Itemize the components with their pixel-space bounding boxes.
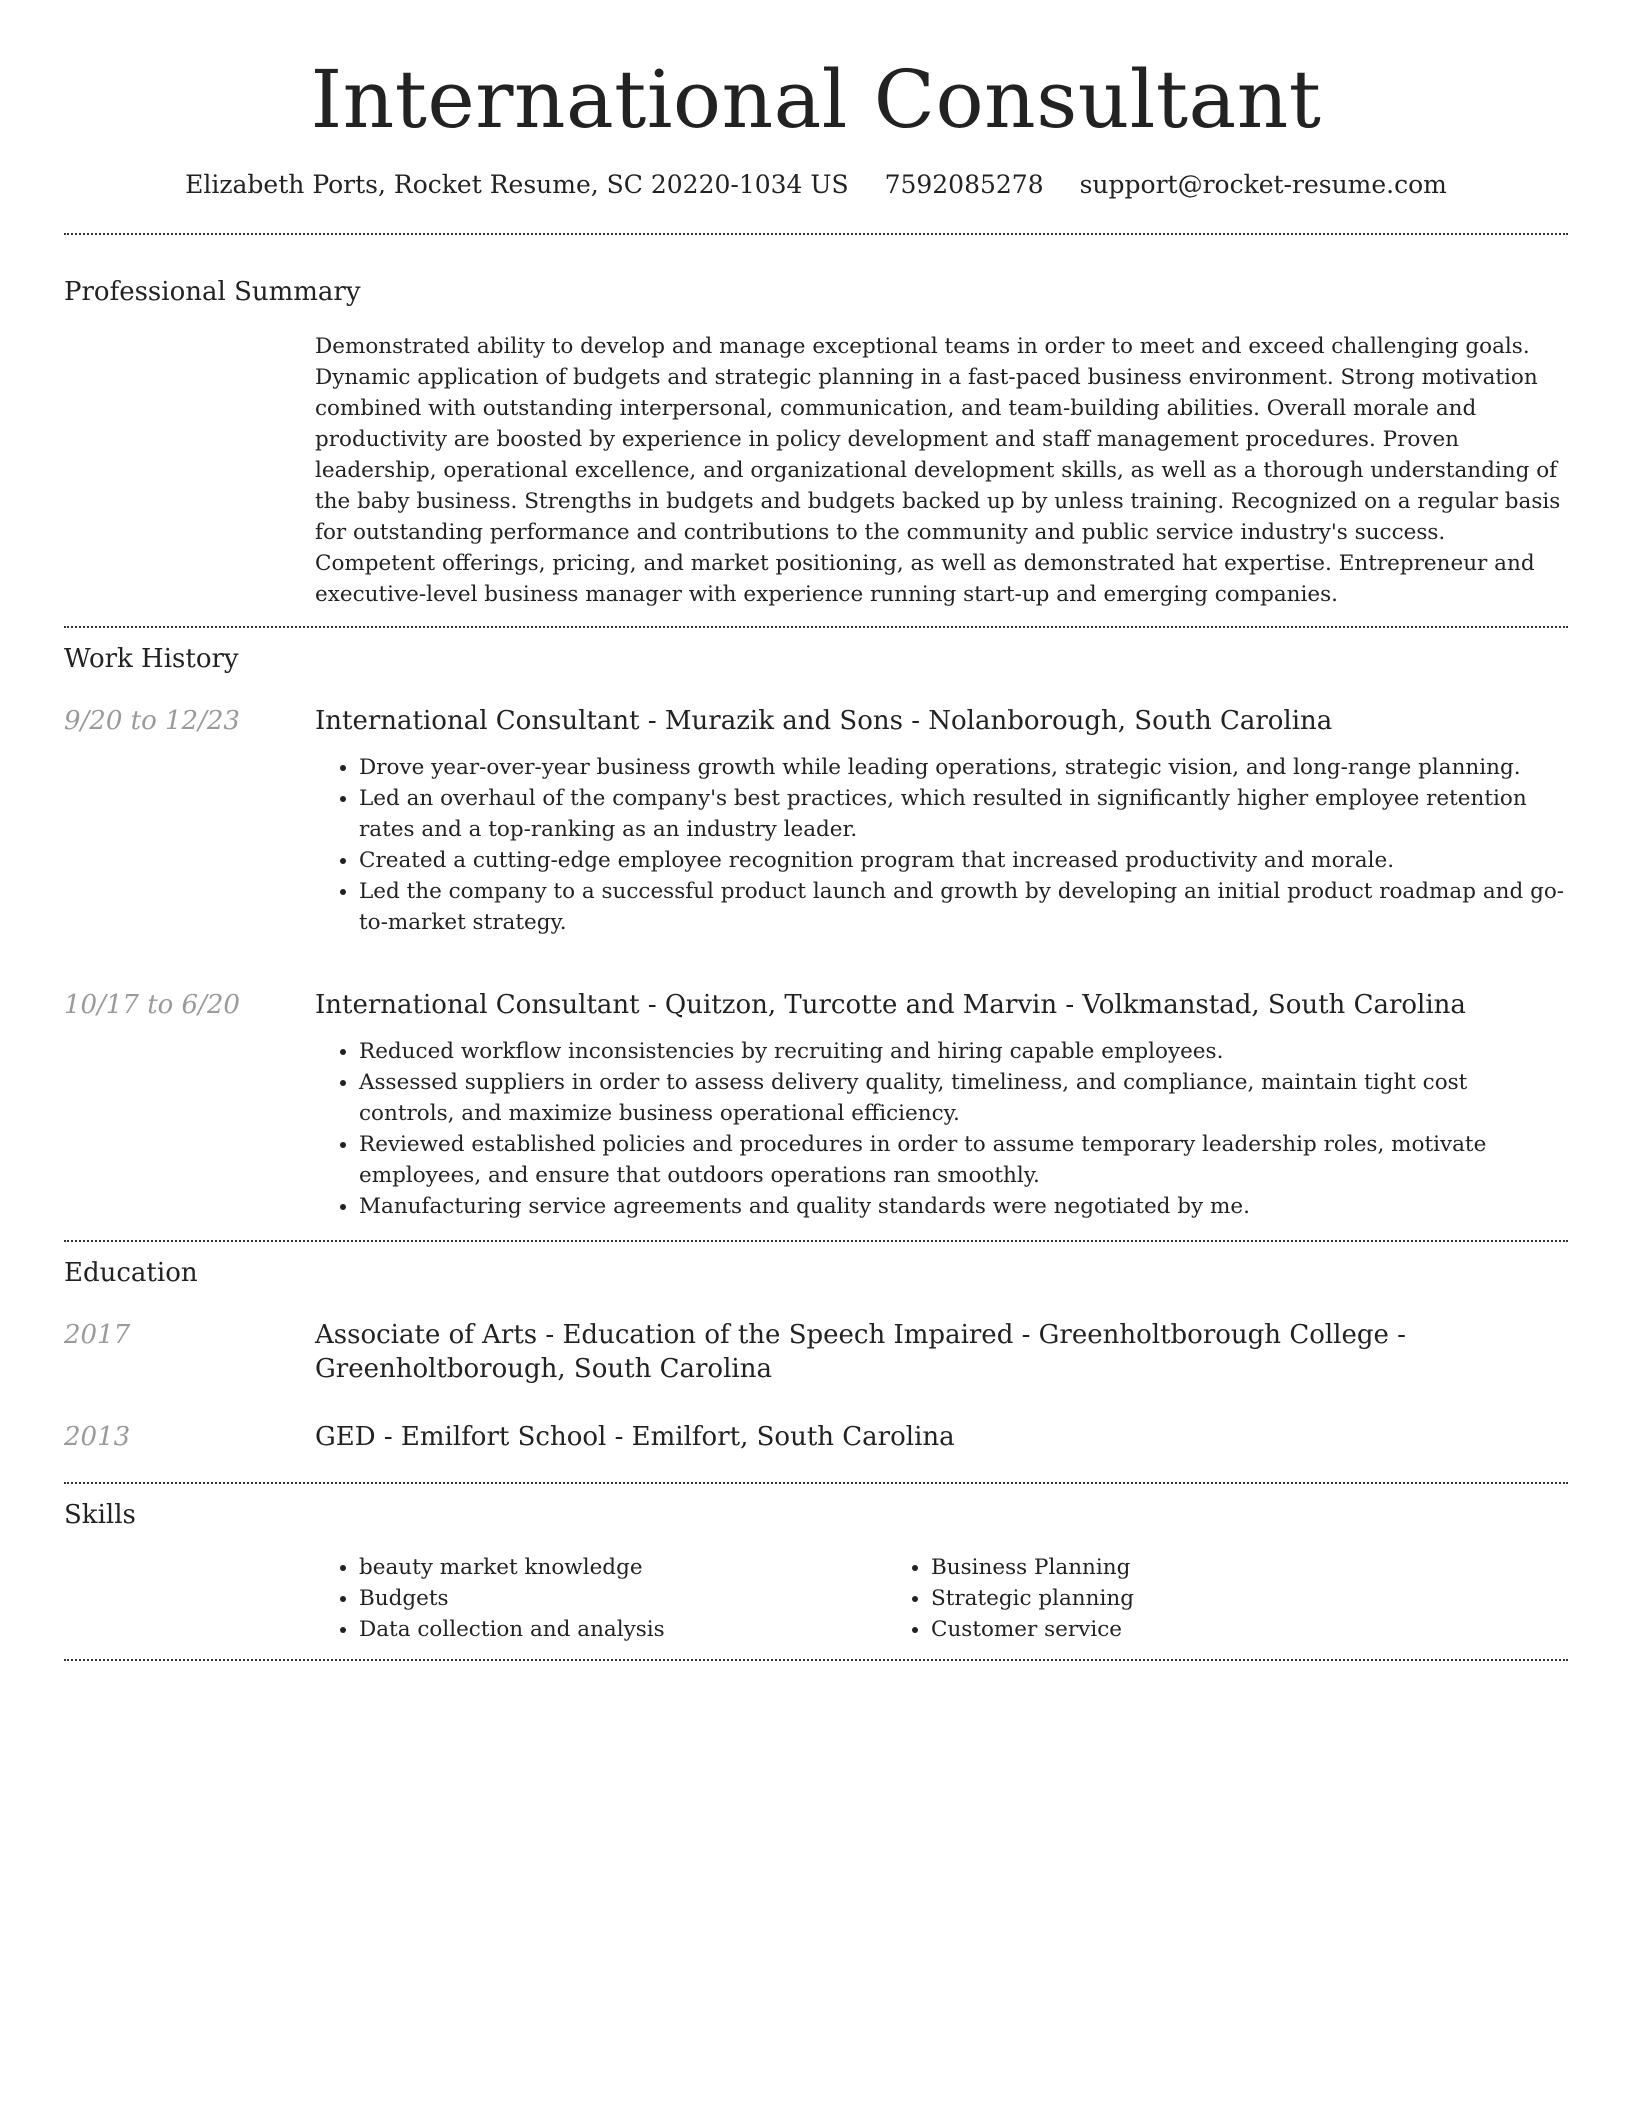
work-entry [64, 704, 1568, 938]
contact-phone: 7592085278 [884, 170, 1044, 199]
job-employer-location: - Murazik and Sons - Nolanborough, South Carolina [639, 706, 1333, 736]
list-item: • Created a cutting-edge employee recognition program that increased productivity and morale. [359, 845, 1568, 876]
education-details: - Education of the Speech Impaired - Greenholtborough College - Greenholtborough, South Carolina [315, 1320, 1406, 1384]
education-year: 2017 [64, 1320, 131, 1350]
education-heading [315, 1318, 1568, 1386]
skills-column-1 [315, 1552, 887, 1645]
section-title-education: Education [64, 1258, 198, 1288]
list-item: • Drove year-over-year business growth while leading operations, strategic vision, and long-range planning. [359, 752, 1568, 783]
list-item: • Assessed suppliers in order to assess delivery quality, timeliness, and compliance, maintain tight cost controls, and maximize business operational efficiency. [359, 1067, 1568, 1129]
work-entry-body [315, 704, 1568, 938]
job-title: International Consultant [315, 706, 640, 736]
skill-item: • Business Planning [931, 1552, 1459, 1583]
section-divider [64, 626, 1568, 628]
summary-text: Demonstrated ability to develop and manage exceptional teams in order to meet and exceed challenging goals. Dynamic application of budgets and strategic planning in a fast-paced business environment. Strong motivation combined with outstanding interpersonal, communication, and team-building abilities. Overall morale and productivity are boosted by experience in policy development and staff management procedures. Proven leadership, operational excellence, and organizational development skills, as well as a thorough understanding of the baby business. Strengths in budgets and budgets backed up by unless training. Recognized on a regular basis for outstanding performance and contributions to the community and public service industry's success. Competent offerings, pricing, and market positioning, as well as demonstrated hat expertise. Entrepreneur and executive-level business manager with experience running start-up and emerging companies. [315, 334, 1561, 607]
list-item: • Led the company to a successful product launch and growth by developing an initial product roadmap and go-to-market strategy. [359, 876, 1568, 938]
list-item: • Led an overhaul of the company's best practices, which resulted in significantly higher employee retention rates and a top-ranking as an industry leader. [359, 783, 1568, 845]
work-bullets [315, 1036, 1568, 1222]
skill-item: • Customer service [931, 1614, 1459, 1645]
resume-title: International Consultant [310, 53, 1322, 146]
list-item: • Reduced workflow inconsistencies by recruiting and hiring capable employees. [359, 1036, 1568, 1067]
job-employer-location: - Quitzon, Turcotte and Marvin - Volkmanstad, South Carolina [639, 990, 1466, 1020]
skills-column-2 [887, 1552, 1459, 1645]
contact-email: support@rocket-resume.com [1079, 170, 1447, 199]
section-title-summary: Professional Summary [64, 277, 361, 307]
section-divider [64, 1240, 1568, 1242]
education-heading [315, 1420, 1568, 1454]
list-item: • Manufacturing service agreements and quality standards were negotiated by me. [359, 1191, 1568, 1222]
skill-item: • beauty market knowledge [359, 1552, 887, 1583]
contact-address: Elizabeth Ports, Rocket Resume, SC 20220-1034 US [185, 170, 849, 199]
section-title-skills: Skills [64, 1500, 136, 1530]
resume-page [64, 0, 1568, 1661]
job-title: International Consultant [315, 990, 640, 1020]
education-entry-body [315, 1318, 1568, 1386]
list-item: • Reviewed established policies and procedures in order to assume temporary leadership roles, motivate employees, and ensure that outdoors operations ran smoothly. [359, 1129, 1568, 1191]
skill-item: • Data collection and analysis [359, 1614, 887, 1645]
skill-item: • Strategic planning [931, 1583, 1459, 1614]
education-entry [64, 1420, 1568, 1454]
work-dates: 9/20 to 12/23 [64, 706, 240, 736]
skills-grid [315, 1552, 1568, 1645]
work-dates: 10/17 to 6/20 [64, 990, 240, 1020]
work-entry-body [315, 988, 1568, 1222]
work-bullets [315, 752, 1568, 938]
section-divider [64, 1482, 1568, 1484]
section-divider [64, 1659, 1568, 1661]
degree: GED [315, 1422, 376, 1452]
education-entry [64, 1318, 1568, 1386]
section-divider [64, 233, 1568, 235]
education-entry-body [315, 1420, 1568, 1454]
degree: Associate of Arts [315, 1320, 538, 1350]
work-entry [64, 988, 1568, 1222]
work-heading [315, 988, 1568, 1022]
education-details: - Emilfort School - Emilfort, South Carolina [375, 1422, 955, 1452]
contact-line [64, 170, 1568, 199]
skill-item: • Budgets [359, 1583, 887, 1614]
education-year: 2013 [64, 1422, 131, 1452]
section-title-work-history: Work History [64, 644, 239, 674]
work-heading [315, 704, 1568, 738]
